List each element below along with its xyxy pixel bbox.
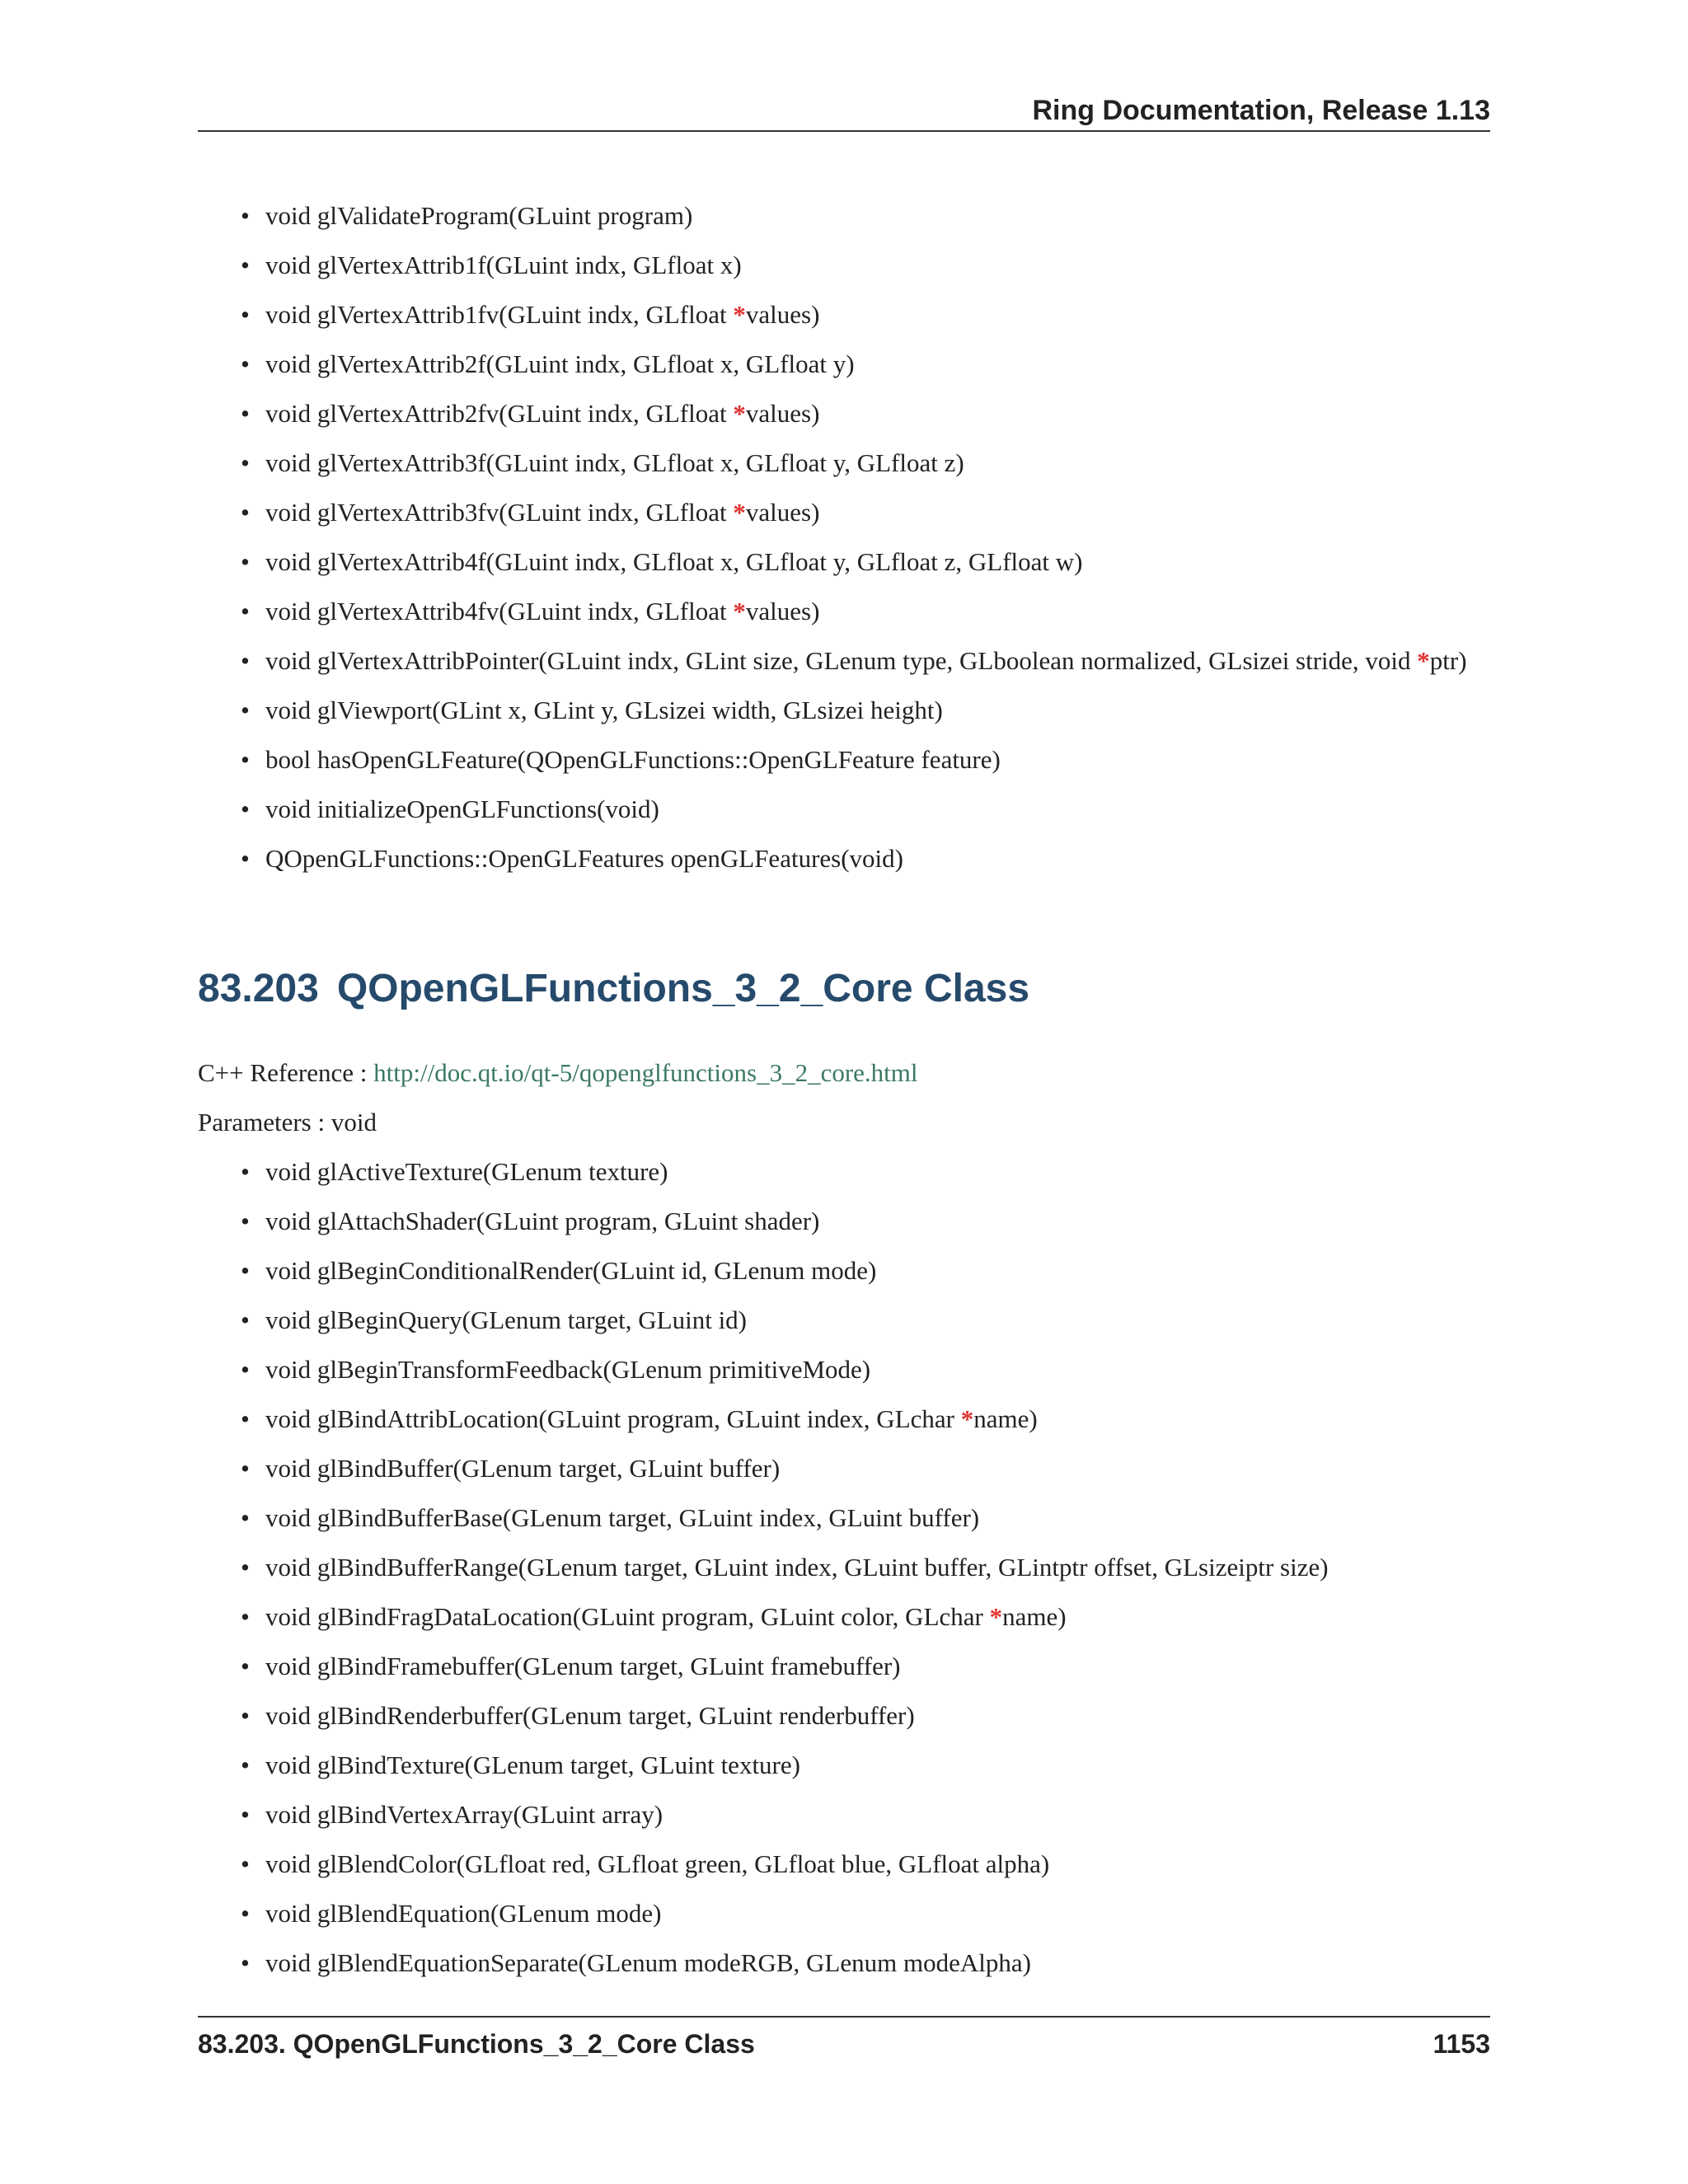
section-title: QOpenGLFunctions_3_2_Core Class xyxy=(336,967,1030,1010)
pointer-asterisk: * xyxy=(960,1404,974,1433)
page-header xyxy=(198,91,1490,132)
list-item xyxy=(241,1502,1490,1535)
function-signature: void glBindRenderbuffer(GLenum target, GLuint renderbuffer) xyxy=(265,1701,915,1730)
function-signature: void glBlendColor(GLfloat red, GLfloat green, GLfloat blue, GLfloat alpha) xyxy=(265,1849,1050,1878)
pointer-asterisk: * xyxy=(733,498,746,527)
function-list-top xyxy=(241,199,1490,892)
function-signature: void glBindBuffer(GLenum target, GLuint buffer) xyxy=(265,1454,781,1483)
list-item xyxy=(241,1452,1490,1485)
function-signature: void glVertexAttrib3f(GLuint indx, GLfloat x, GLfloat y, GLfloat z) xyxy=(265,448,964,477)
function-signature-end: values) xyxy=(745,597,820,626)
reference-link[interactable]: http://doc.qt.io/qt-5/qopenglfunctions_3_2_core.html xyxy=(373,1058,918,1087)
function-signature-end: values) xyxy=(745,300,820,329)
list-item xyxy=(241,447,1490,480)
function-signature-start: void glVertexAttribPointer(GLuint indx, GLint size, GLenum type, GLboolean normalized, GLsizei stride, void xyxy=(265,646,1418,675)
function-signature-end: name) xyxy=(1002,1602,1067,1631)
footer-page-number: 1153 xyxy=(1432,2029,1490,2059)
cpp-reference-line xyxy=(198,1057,918,1090)
list-item xyxy=(241,496,1490,529)
reference-label: C++ Reference : xyxy=(198,1058,374,1087)
function-signature: void glBindBufferBase(GLenum target, GLuint index, GLuint buffer) xyxy=(265,1503,980,1532)
function-signature: void glBlendEquationSeparate(GLenum modeRGB, GLenum modeAlpha) xyxy=(265,1948,1031,1977)
function-signature: void glVertexAttrib1f(GLuint indx, GLfloat x) xyxy=(265,251,742,279)
footer-section-title: 83.203. QOpenGLFunctions_3_2_Core Class xyxy=(198,2029,755,2059)
list-item xyxy=(241,546,1490,579)
parameters-line: Parameters : void xyxy=(198,1108,377,1137)
pointer-asterisk: * xyxy=(733,300,746,329)
function-signature-end: ptr) xyxy=(1429,646,1467,675)
list-item xyxy=(241,1551,1490,1584)
function-signature: void glActiveTexture(GLenum texture) xyxy=(265,1157,668,1186)
function-signature-start: void glBindFragDataLocation(GLuint program, GLuint color, GLchar xyxy=(265,1602,990,1631)
section-number: 83.203 xyxy=(198,967,319,1010)
function-signature: bool hasOpenGLFeature(QOpenGLFunctions::OpenGLFeature feature) xyxy=(265,745,1001,774)
list-item xyxy=(241,644,1490,677)
pointer-asterisk: * xyxy=(989,1602,1003,1631)
list-item xyxy=(241,1749,1490,1782)
function-signature-start: void glVertexAttrib1fv(GLuint indx, GLfloat xyxy=(265,300,734,329)
list-item xyxy=(241,249,1490,282)
function-signature-end: values) xyxy=(745,498,820,527)
list-item xyxy=(241,348,1490,381)
header-title: Ring Documentation, Release 1.13 xyxy=(1032,95,1490,126)
function-signature: void initializeOpenGLFunctions(void) xyxy=(265,794,659,823)
function-signature: void glVertexAttrib2f(GLuint indx, GLfloat x, GLfloat y) xyxy=(265,349,855,378)
list-item xyxy=(241,595,1490,628)
list-item xyxy=(241,1848,1490,1881)
function-signature: void glValidateProgram(GLuint program) xyxy=(265,201,693,230)
function-list-bottom xyxy=(241,1155,1490,1996)
function-signature-start: void glVertexAttrib4fv(GLuint indx, GLfloat xyxy=(265,597,734,626)
list-item xyxy=(241,1205,1490,1238)
pointer-asterisk: * xyxy=(733,399,746,428)
page-footer xyxy=(198,2016,1490,2065)
list-item xyxy=(241,1798,1490,1831)
function-signature: void glVertexAttrib4f(GLuint indx, GLfloat x, GLfloat y, GLfloat z, GLfloat w) xyxy=(265,547,1083,576)
function-signature-start: void glVertexAttrib2fv(GLuint indx, GLfloat xyxy=(265,399,734,428)
function-signature-start: void glVertexAttrib3fv(GLuint indx, GLfloat xyxy=(265,498,734,527)
function-signature: void glViewport(GLint x, GLint y, GLsizei width, GLsizei height) xyxy=(265,696,943,724)
function-signature: void glBindTexture(GLenum target, GLuint texture) xyxy=(265,1750,800,1779)
function-signature-end: values) xyxy=(745,399,820,428)
function-signature: void glAttachShader(GLuint program, GLuint shader) xyxy=(265,1207,820,1235)
function-signature-start: void glBindAttribLocation(GLuint program, GLuint index, GLchar xyxy=(265,1404,961,1433)
list-item xyxy=(241,1897,1490,1930)
list-item xyxy=(241,1947,1490,1980)
function-signature-end: name) xyxy=(973,1404,1038,1433)
list-item xyxy=(241,694,1490,727)
function-signature: void glBindBufferRange(GLenum target, GLuint index, GLuint buffer, GLintptr offset, GLsizeiptr size) xyxy=(265,1553,1329,1582)
list-item xyxy=(241,1403,1490,1436)
list-item xyxy=(241,1699,1490,1732)
pointer-asterisk: * xyxy=(733,597,746,626)
section-heading xyxy=(198,963,1029,1015)
list-item xyxy=(241,1353,1490,1386)
function-signature: QOpenGLFunctions::OpenGLFeatures openGLFeatures(void) xyxy=(265,844,903,873)
function-signature: void glBeginQuery(GLenum target, GLuint id) xyxy=(265,1305,748,1334)
pointer-asterisk: * xyxy=(1417,646,1430,675)
list-item xyxy=(241,397,1490,430)
list-item xyxy=(241,298,1490,331)
list-item xyxy=(241,199,1490,232)
list-item xyxy=(241,842,1490,875)
function-signature: void glBindFramebuffer(GLenum target, GLuint framebuffer) xyxy=(265,1652,901,1680)
function-signature: void glBindVertexArray(GLuint array) xyxy=(265,1800,663,1829)
list-item xyxy=(241,1650,1490,1683)
list-item xyxy=(241,1254,1490,1287)
function-signature: void glBeginTransformFeedback(GLenum primitiveMode) xyxy=(265,1355,871,1384)
list-item xyxy=(241,793,1490,826)
list-item xyxy=(241,743,1490,776)
function-signature: void glBeginConditionalRender(GLuint id, GLenum mode) xyxy=(265,1256,877,1285)
function-signature: void glBlendEquation(GLenum mode) xyxy=(265,1899,662,1928)
list-item xyxy=(241,1155,1490,1188)
list-item xyxy=(241,1304,1490,1337)
list-item xyxy=(241,1601,1490,1633)
